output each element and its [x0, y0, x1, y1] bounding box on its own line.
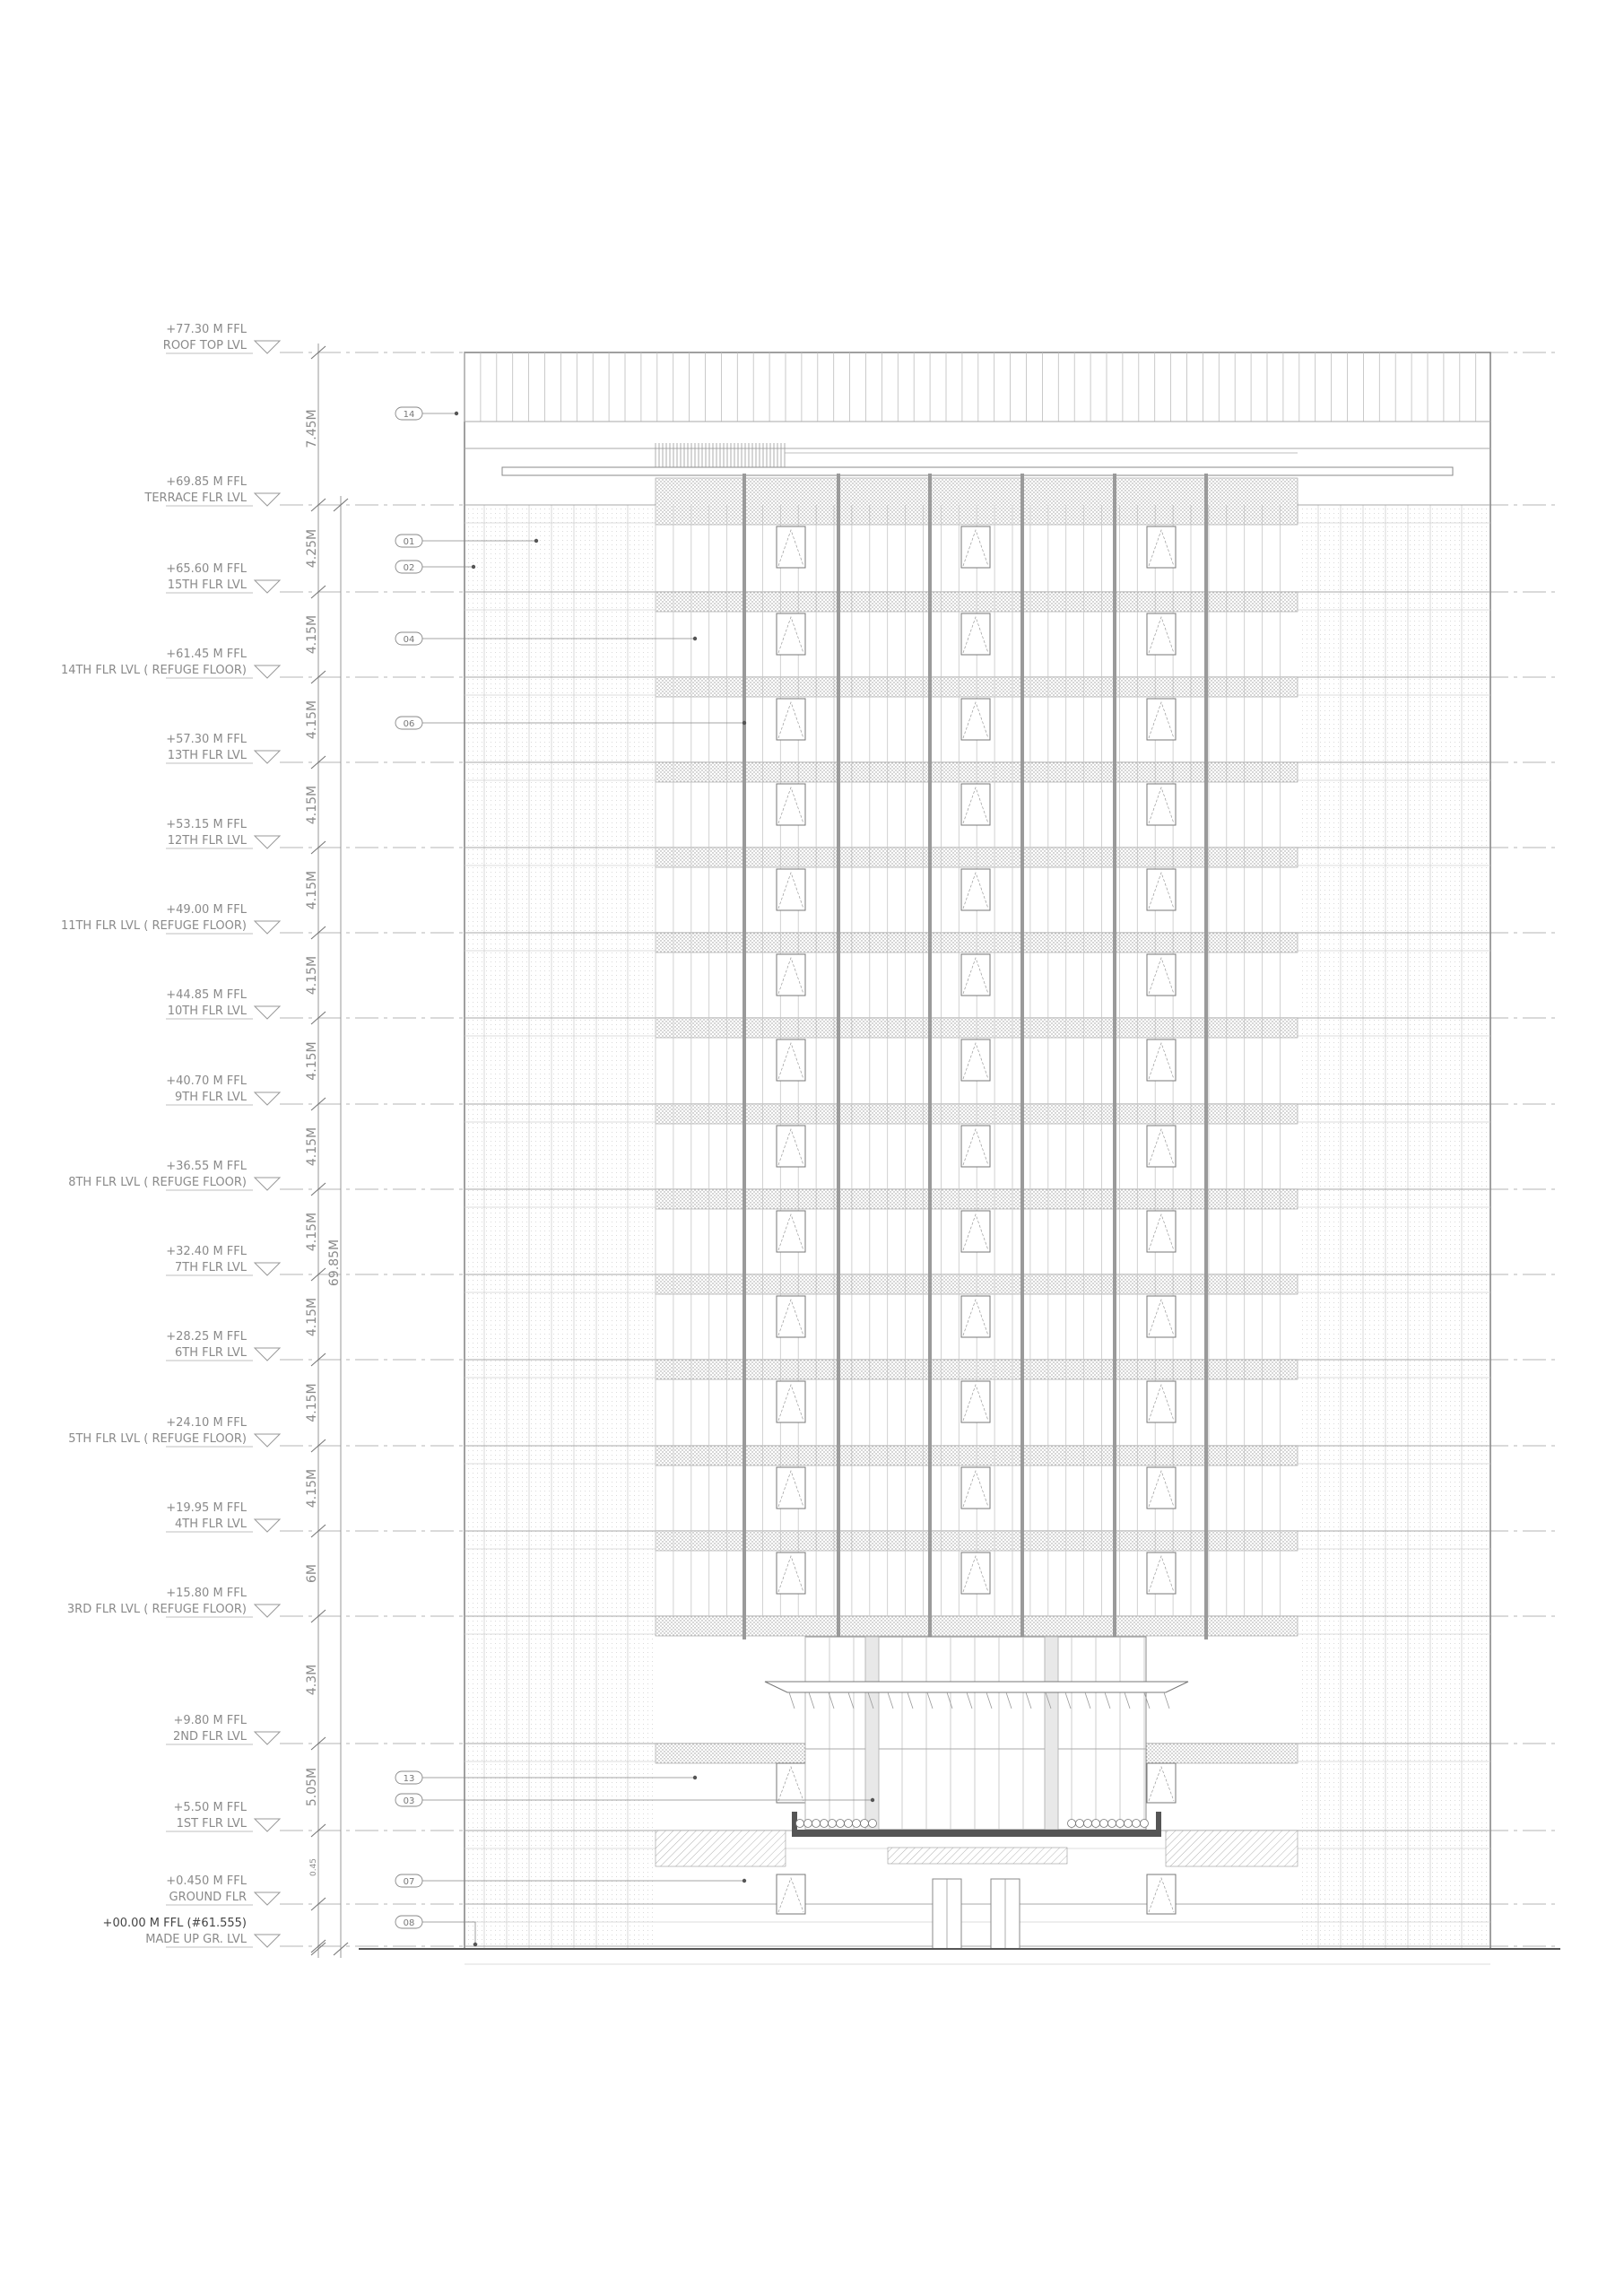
- level-name-14: 3RD FLR LVL ( REFUGE FLOOR): [66, 1603, 247, 1616]
- level-name-8: 9TH FLR LVL: [175, 1091, 247, 1104]
- window-opening: [961, 1296, 990, 1337]
- dim-segment-16: 0.45: [309, 1857, 318, 1877]
- level-name-2: 15TH FLR LVL: [167, 578, 247, 592]
- window-opening: [961, 699, 990, 740]
- dim-segment-1: 4.25M: [305, 528, 319, 569]
- tag-dot-4: [743, 721, 746, 725]
- planter-end-right: [1156, 1812, 1161, 1837]
- dim-segment-4: 4.15M: [305, 785, 319, 825]
- tag-dot-0: [455, 412, 458, 415]
- level-name-12: 5TH FLR LVL ( REFUGE FLOOR): [68, 1432, 247, 1446]
- planter-shrub: [1116, 1820, 1125, 1828]
- window-opening: [777, 699, 805, 740]
- window-opening: [777, 1552, 805, 1594]
- tag-dot-6: [871, 1798, 874, 1802]
- tag-number-6: 03: [403, 1796, 415, 1806]
- level-name-17: GROUND FLR: [169, 1891, 247, 1904]
- planter-shrub: [796, 1820, 804, 1828]
- window-opening: [777, 784, 805, 825]
- tag-dot-2: [472, 565, 475, 569]
- window-opening: [961, 526, 990, 568]
- level-value-3: +61.45 M FFL: [166, 648, 247, 661]
- ground-band-right: [1166, 1831, 1298, 1866]
- window-opening: [1147, 526, 1176, 568]
- level-marker-11: [255, 1348, 280, 1361]
- planter-shrub: [1133, 1820, 1141, 1828]
- window-opening: [777, 526, 805, 568]
- level-marker-17: [255, 1892, 280, 1905]
- window-opening: [1147, 699, 1176, 740]
- level-name-1: TERRACE FLR LVL: [144, 491, 247, 505]
- window-opening: [961, 954, 990, 996]
- window-opening: [1147, 1211, 1176, 1252]
- dim-segment-10: 4.15M: [305, 1297, 319, 1337]
- side-cladding-left: [466, 505, 654, 1949]
- tag-number-8: 08: [403, 1918, 415, 1928]
- level-marker-5: [255, 836, 280, 848]
- tag-number-5: 13: [403, 1774, 415, 1784]
- ground-band-left: [656, 1831, 786, 1866]
- level-name-4: 13TH FLR LVL: [167, 749, 247, 762]
- planter-shrub: [821, 1820, 829, 1828]
- level-value-10: +32.40 M FFL: [166, 1245, 247, 1258]
- window-opening: [961, 1211, 990, 1252]
- pilaster: [928, 474, 932, 1639]
- level-value-17: +0.450 M FFL: [166, 1874, 247, 1888]
- level-marker-2: [255, 580, 280, 593]
- level-value-9: +36.55 M FFL: [166, 1160, 247, 1173]
- level-name-16: 1ST FLR LVL: [176, 1817, 247, 1831]
- entrance-canopy: [765, 1682, 1188, 1692]
- level-value-11: +28.25 M FFL: [166, 1330, 247, 1344]
- level-value-6: +49.00 M FFL: [166, 903, 247, 917]
- planter-shrub: [837, 1820, 845, 1828]
- level-name-7: 10TH FLR LVL: [167, 1004, 247, 1018]
- level-value-14: +15.80 M FFL: [166, 1587, 247, 1600]
- planter-shrub: [845, 1820, 853, 1828]
- level-name-0: ROOF TOP LVL: [162, 339, 247, 352]
- window-opening: [1147, 1296, 1176, 1337]
- pilaster: [1020, 474, 1024, 1639]
- tag-dot-7: [743, 1879, 746, 1883]
- level-marker-16: [255, 1819, 280, 1831]
- level-marker-6: [255, 921, 280, 934]
- tag-number-4: 06: [403, 719, 415, 729]
- podium-column: [1045, 1637, 1058, 1830]
- level-value-5: +53.15 M FFL: [166, 818, 247, 831]
- planter-shrub: [1108, 1820, 1116, 1828]
- level-name-15: 2ND FLR LVL: [173, 1730, 247, 1744]
- tag-dot-1: [534, 539, 538, 543]
- dim-segment-8: 4.15M: [305, 1126, 319, 1167]
- window-opening: [1147, 1552, 1176, 1594]
- building-facade: [359, 352, 1560, 1964]
- window-opening: [777, 1211, 805, 1252]
- level-marker-13: [255, 1519, 280, 1532]
- window-opening: [961, 784, 990, 825]
- window-opening: [1147, 1467, 1176, 1509]
- tag-dot-8: [473, 1943, 477, 1946]
- window-opening: [1147, 1039, 1176, 1081]
- tag-number-0: 14: [403, 410, 415, 420]
- level-value-7: +44.85 M FFL: [166, 988, 247, 1002]
- level-value-2: +65.60 M FFL: [166, 562, 247, 576]
- window-opening: [1147, 784, 1176, 825]
- planter-shrub: [1076, 1820, 1084, 1828]
- planter-shrub: [812, 1820, 821, 1828]
- level-marker-0: [255, 341, 280, 353]
- planter-shrub: [861, 1820, 869, 1828]
- window-opening: [1147, 1874, 1176, 1914]
- pilaster: [1113, 474, 1116, 1639]
- pilaster: [837, 474, 840, 1639]
- level-name-9: 8TH FLR LVL ( REFUGE FLOOR): [68, 1176, 247, 1189]
- planter-shrub: [1084, 1820, 1092, 1828]
- window-opening: [777, 613, 805, 655]
- level-name-13: 4TH FLR LVL: [175, 1518, 247, 1531]
- planter-shrub: [853, 1820, 861, 1828]
- level-value-4: +57.30 M FFL: [166, 733, 247, 746]
- spandrel-band-2nd-left: [656, 1744, 808, 1763]
- window-opening: [1147, 1381, 1176, 1422]
- window-opening: [777, 1467, 805, 1509]
- dim-segment-5: 4.15M: [305, 870, 319, 910]
- level-marker-4: [255, 751, 280, 763]
- dim-segment-0: 7.45M: [305, 409, 319, 448]
- dim-segment-2: 4.15M: [305, 614, 319, 655]
- planter-shrub: [829, 1820, 837, 1828]
- level-name-11: 6TH FLR LVL: [175, 1346, 247, 1360]
- window-opening: [777, 954, 805, 996]
- dim-segment-7: 4.15M: [305, 1041, 319, 1081]
- window-opening: [777, 1296, 805, 1337]
- pilaster: [1204, 474, 1208, 1639]
- window-opening: [961, 869, 990, 910]
- level-value-13: +19.95 M FFL: [166, 1501, 247, 1515]
- level-marker-18: [255, 1935, 280, 1947]
- planter-slab: [792, 1830, 1161, 1837]
- level-marker-14: [255, 1605, 280, 1617]
- level-value-16: +5.50 M FFL: [173, 1801, 247, 1814]
- planter-shrub: [1125, 1820, 1133, 1828]
- level-marker-7: [255, 1006, 280, 1019]
- level-name-6: 11TH FLR LVL ( REFUGE FLOOR): [60, 919, 247, 933]
- level-value-0: +77.30 M FFL: [166, 323, 247, 336]
- window-opening: [777, 1381, 805, 1422]
- pilaster: [743, 474, 746, 1639]
- dim-segment-9: 4.15M: [305, 1212, 319, 1252]
- dim-segment-3: 4.15M: [305, 700, 319, 740]
- window-opening: [777, 869, 805, 910]
- tag-dot-5: [693, 1776, 697, 1779]
- window-opening: [1147, 1126, 1176, 1167]
- window-opening: [961, 1381, 990, 1422]
- podium-glass-box: [805, 1637, 1146, 1830]
- planter-shrub: [1068, 1820, 1076, 1828]
- window-opening: [777, 1039, 805, 1081]
- level-name-3: 14TH FLR LVL ( REFUGE FLOOR): [60, 664, 247, 677]
- window-opening: [1147, 1763, 1176, 1803]
- terrace-slab: [502, 467, 1453, 475]
- tag-number-1: 01: [403, 537, 415, 547]
- canopy-hatch: [888, 1848, 1067, 1864]
- window-opening: [961, 1467, 990, 1509]
- side-cladding-right: [1299, 505, 1489, 1949]
- tag-number-2: 02: [403, 563, 415, 573]
- level-name-18: MADE UP GR. LVL: [145, 1933, 247, 1946]
- dim-segment-13: 6M: [305, 1564, 319, 1583]
- dim-segment-14: 4.3M: [305, 1664, 319, 1696]
- spandrel-band: [656, 1616, 1298, 1636]
- level-marker-8: [255, 1092, 280, 1105]
- window-opening: [961, 1552, 990, 1594]
- level-value-12: +24.10 M FFL: [166, 1416, 247, 1430]
- tag-number-7: 07: [403, 1877, 415, 1887]
- window-opening: [777, 1126, 805, 1167]
- dim-segment-6: 4.15M: [305, 955, 319, 996]
- dim-segment-11: 4.15M: [305, 1383, 319, 1422]
- level-marker-15: [255, 1732, 280, 1744]
- level-value-1: +69.85 M FFL: [166, 475, 247, 489]
- dim-segment-12: 4.15M: [305, 1468, 319, 1509]
- level-marker-3: [255, 665, 280, 678]
- planter-shrub: [1141, 1820, 1149, 1828]
- window-opening: [961, 613, 990, 655]
- window-opening: [1147, 954, 1176, 996]
- window-opening: [1147, 869, 1176, 910]
- planter-shrub: [1100, 1820, 1108, 1828]
- dim-segment-15: 5.05M: [305, 1767, 319, 1807]
- level-value-18: +00.00 M FFL (#61.555): [102, 1917, 247, 1930]
- dim-total: 69.85M: [327, 1239, 342, 1287]
- level-marker-12: [255, 1434, 280, 1447]
- tag-number-3: 04: [403, 635, 415, 645]
- planter-shrub: [1092, 1820, 1100, 1828]
- level-name-10: 7TH FLR LVL: [175, 1261, 247, 1274]
- window-opening: [777, 1874, 805, 1914]
- window-opening: [961, 1039, 990, 1081]
- window-opening: [961, 1126, 990, 1167]
- level-marker-9: [255, 1178, 280, 1190]
- level-value-8: +40.70 M FFL: [166, 1074, 247, 1088]
- window-opening: [777, 1763, 805, 1803]
- level-marker-10: [255, 1263, 280, 1275]
- spandrel-band-2nd-right: [1145, 1744, 1298, 1763]
- level-name-5: 12TH FLR LVL: [167, 834, 247, 848]
- planter-shrub: [869, 1820, 877, 1828]
- planter-shrub: [804, 1820, 812, 1828]
- level-marker-1: [255, 493, 280, 506]
- dimension-chain: [305, 344, 348, 1958]
- tag-dot-3: [693, 637, 697, 640]
- window-opening: [1147, 613, 1176, 655]
- level-value-15: +9.80 M FFL: [173, 1714, 247, 1727]
